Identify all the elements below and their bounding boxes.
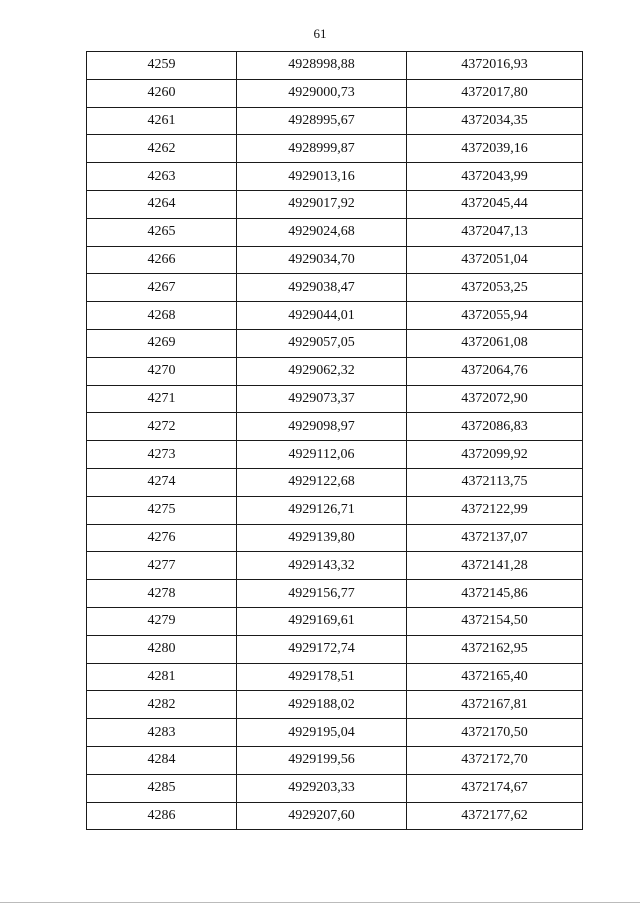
x-coordinate-cell: 4929044,01 (237, 302, 407, 330)
coordinates-table (86, 51, 583, 830)
y-coordinate-cell: 4372137,07 (407, 524, 583, 552)
y-coordinate-cell: 4372099,92 (407, 441, 583, 469)
point-number-cell: 4274 (87, 468, 237, 496)
point-number-cell: 4285 (87, 774, 237, 802)
point-number-cell: 4286 (87, 802, 237, 830)
y-coordinate-cell: 4372045,44 (407, 190, 583, 218)
y-coordinate-cell: 4372055,94 (407, 302, 583, 330)
x-coordinate-cell: 4929017,92 (237, 190, 407, 218)
x-coordinate-cell: 4929195,04 (237, 719, 407, 747)
table-row (87, 274, 583, 302)
y-coordinate-cell: 4372167,81 (407, 691, 583, 719)
table-row (87, 468, 583, 496)
x-coordinate-cell: 4929203,33 (237, 774, 407, 802)
table-row (87, 635, 583, 663)
x-coordinate-cell: 4929188,02 (237, 691, 407, 719)
y-coordinate-cell: 4372051,04 (407, 246, 583, 274)
table-row (87, 607, 583, 635)
table-row (87, 246, 583, 274)
y-coordinate-cell: 4372174,67 (407, 774, 583, 802)
x-coordinate-cell: 4929057,05 (237, 329, 407, 357)
table-row (87, 496, 583, 524)
y-coordinate-cell: 4372122,99 (407, 496, 583, 524)
x-coordinate-cell: 4929156,77 (237, 580, 407, 608)
point-number-cell: 4263 (87, 163, 237, 191)
point-number-cell: 4272 (87, 413, 237, 441)
point-number-cell: 4261 (87, 107, 237, 135)
point-number-cell: 4268 (87, 302, 237, 330)
point-number-cell: 4279 (87, 607, 237, 635)
y-coordinate-cell: 4372043,99 (407, 163, 583, 191)
point-number-cell: 4275 (87, 496, 237, 524)
point-number-cell: 4276 (87, 524, 237, 552)
y-coordinate-cell: 4372034,35 (407, 107, 583, 135)
table-row (87, 79, 583, 107)
x-coordinate-cell: 4929199,56 (237, 746, 407, 774)
y-coordinate-cell: 4372086,83 (407, 413, 583, 441)
point-number-cell: 4265 (87, 218, 237, 246)
x-coordinate-cell: 4929013,16 (237, 163, 407, 191)
table-row (87, 190, 583, 218)
x-coordinate-cell: 4929143,32 (237, 552, 407, 580)
point-number-cell: 4282 (87, 691, 237, 719)
x-coordinate-cell: 4929169,61 (237, 607, 407, 635)
point-number-cell: 4260 (87, 79, 237, 107)
y-coordinate-cell: 4372064,76 (407, 357, 583, 385)
table-row (87, 357, 583, 385)
x-coordinate-cell: 4929073,37 (237, 385, 407, 413)
y-coordinate-cell: 4372053,25 (407, 274, 583, 302)
point-number-cell: 4267 (87, 274, 237, 302)
x-coordinate-cell: 4929172,74 (237, 635, 407, 663)
x-coordinate-cell: 4929000,73 (237, 79, 407, 107)
x-coordinate-cell: 4929034,70 (237, 246, 407, 274)
table-row (87, 802, 583, 830)
point-number-cell: 4283 (87, 719, 237, 747)
y-coordinate-cell: 4372170,50 (407, 719, 583, 747)
coordinates-table-container (86, 51, 582, 830)
point-number-cell: 4280 (87, 635, 237, 663)
x-coordinate-cell: 4929139,80 (237, 524, 407, 552)
table-row (87, 441, 583, 469)
y-coordinate-cell: 4372165,40 (407, 663, 583, 691)
table-row (87, 774, 583, 802)
point-number-cell: 4271 (87, 385, 237, 413)
table-row (87, 52, 583, 80)
table-row (87, 580, 583, 608)
y-coordinate-cell: 4372141,28 (407, 552, 583, 580)
point-number-cell: 4281 (87, 663, 237, 691)
table-row (87, 413, 583, 441)
point-number-cell: 4269 (87, 329, 237, 357)
y-coordinate-cell: 4372177,62 (407, 802, 583, 830)
x-coordinate-cell: 4928999,87 (237, 135, 407, 163)
x-coordinate-cell: 4929112,06 (237, 441, 407, 469)
point-number-cell: 4284 (87, 746, 237, 774)
y-coordinate-cell: 4372016,93 (407, 52, 583, 80)
point-number-cell: 4259 (87, 52, 237, 80)
table-row (87, 746, 583, 774)
x-coordinate-cell: 4928998,88 (237, 52, 407, 80)
table-row (87, 663, 583, 691)
y-coordinate-cell: 4372172,70 (407, 746, 583, 774)
y-coordinate-cell: 4372145,86 (407, 580, 583, 608)
y-coordinate-cell: 4372162,95 (407, 635, 583, 663)
point-number-cell: 4278 (87, 580, 237, 608)
point-number-cell: 4270 (87, 357, 237, 385)
table-row (87, 524, 583, 552)
x-coordinate-cell: 4929178,51 (237, 663, 407, 691)
point-number-cell: 4277 (87, 552, 237, 580)
y-coordinate-cell: 4372047,13 (407, 218, 583, 246)
point-number-cell: 4262 (87, 135, 237, 163)
point-number-cell: 4264 (87, 190, 237, 218)
x-coordinate-cell: 4929038,47 (237, 274, 407, 302)
table-row (87, 107, 583, 135)
table-row (87, 719, 583, 747)
table-row (87, 329, 583, 357)
table-row (87, 691, 583, 719)
y-coordinate-cell: 4372061,08 (407, 329, 583, 357)
x-coordinate-cell: 4928995,67 (237, 107, 407, 135)
x-coordinate-cell: 4929207,60 (237, 802, 407, 830)
x-coordinate-cell: 4929126,71 (237, 496, 407, 524)
table-row (87, 218, 583, 246)
point-number-cell: 4266 (87, 246, 237, 274)
point-number-cell: 4273 (87, 441, 237, 469)
x-coordinate-cell: 4929098,97 (237, 413, 407, 441)
table-row (87, 163, 583, 191)
table-body (87, 52, 583, 830)
x-coordinate-cell: 4929024,68 (237, 218, 407, 246)
table-row (87, 552, 583, 580)
table-row (87, 302, 583, 330)
x-coordinate-cell: 4929062,32 (237, 357, 407, 385)
page-bottom-edge (0, 902, 640, 903)
y-coordinate-cell: 4372072,90 (407, 385, 583, 413)
y-coordinate-cell: 4372113,75 (407, 468, 583, 496)
table-row (87, 135, 583, 163)
page-number: 61 (313, 26, 327, 41)
y-coordinate-cell: 4372017,80 (407, 79, 583, 107)
y-coordinate-cell: 4372039,16 (407, 135, 583, 163)
x-coordinate-cell: 4929122,68 (237, 468, 407, 496)
table-row (87, 385, 583, 413)
y-coordinate-cell: 4372154,50 (407, 607, 583, 635)
